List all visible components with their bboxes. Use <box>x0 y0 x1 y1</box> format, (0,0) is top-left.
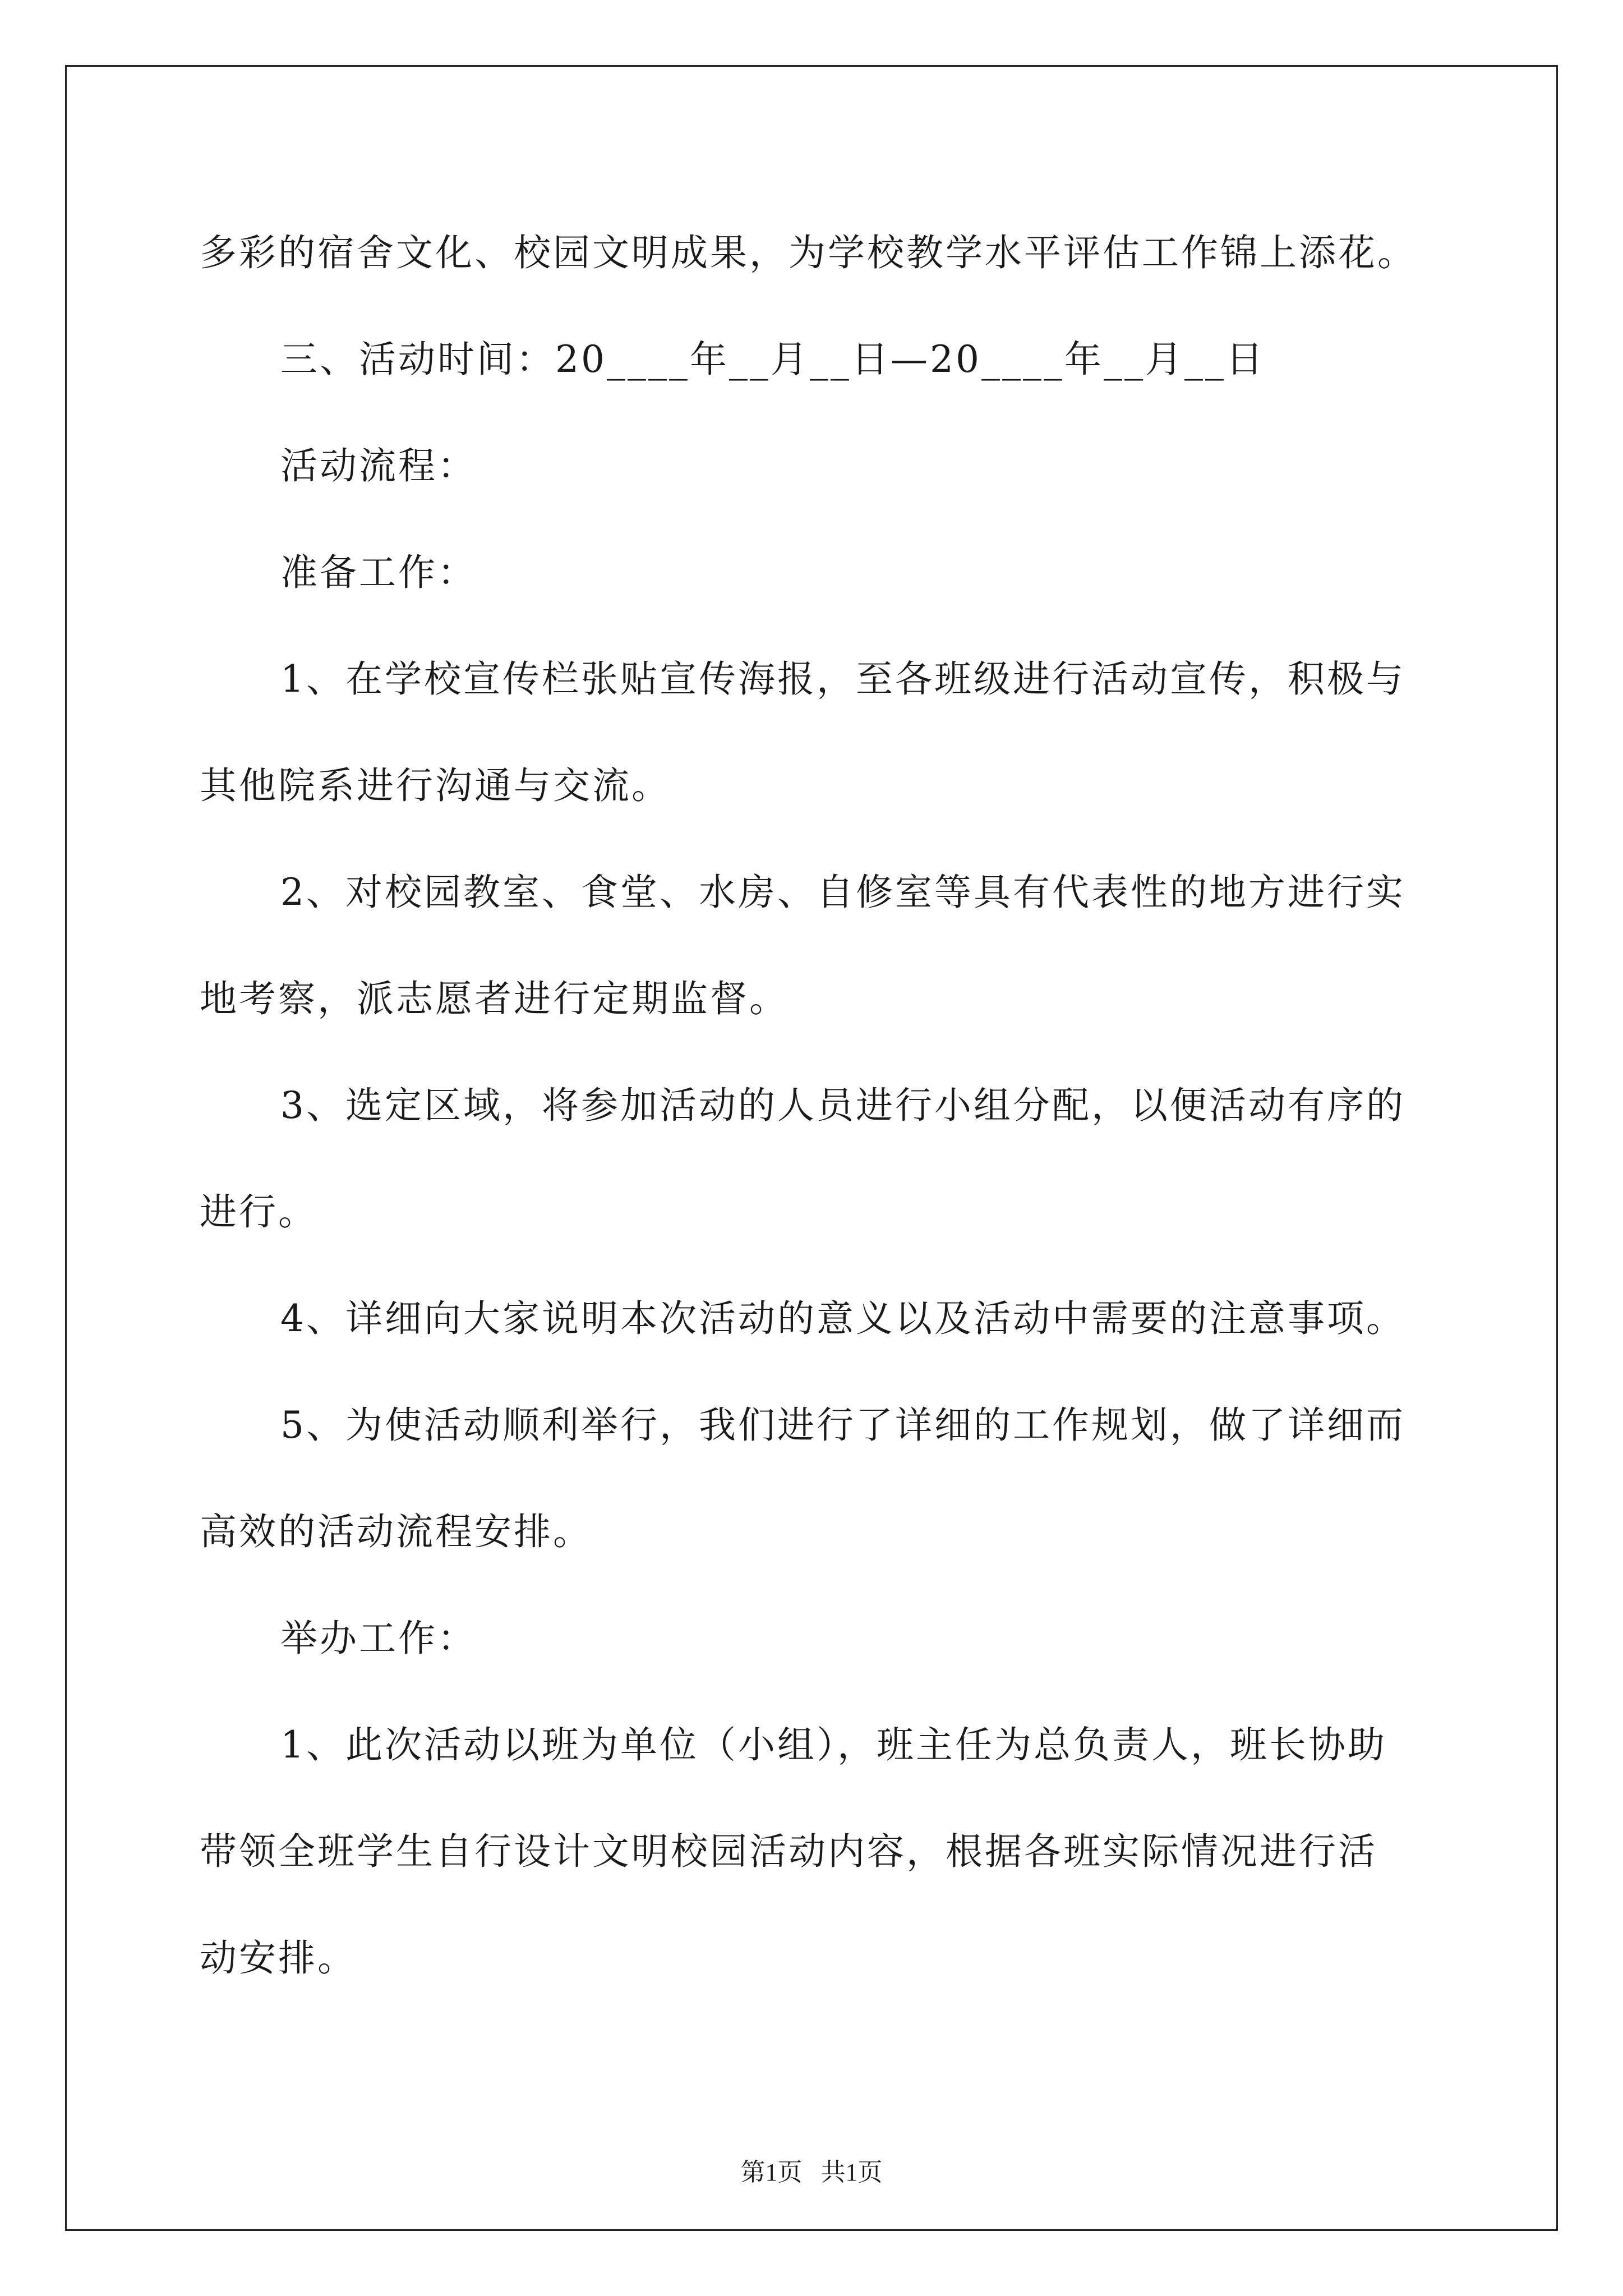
text-line: 4、详细向大家说明本次活动的意义以及活动中需要的注意事项。 <box>280 1297 1405 1340</box>
text-line: 地考察，派志愿者进行定期监督。 <box>200 977 789 1020</box>
text-line: 举办工作： <box>280 1617 477 1660</box>
text-line: 1、此次活动以班为单位（小组），班主任为总负责人，班长协助 <box>280 1723 1387 1766</box>
text-line: 高效的活动流程安排。 <box>200 1510 592 1553</box>
text-line: 2、对校园教室、食堂、水房、自修室等具有代表性的地方进行实 <box>280 871 1405 914</box>
text-line: 带领全班学生自行设计文明校园活动内容，根据各班实际情况进行活 <box>200 1830 1377 1873</box>
page-footer: 第1页 共1页 <box>740 2159 883 2186</box>
text-line: 准备工作： <box>280 551 477 594</box>
text-line: 三、活动时间：20____年__月__日—20____年__月__日 <box>280 338 1265 381</box>
page-frame <box>65 65 1558 2231</box>
text-line: 多彩的宿舍文化、校园文明成果，为学校教学水平评估工作锦上添花。 <box>200 231 1417 274</box>
text-line: 进行。 <box>200 1190 317 1234</box>
text-line: 活动流程： <box>280 444 477 487</box>
text-line: 1、在学校宣传栏张贴宣传海报，至各班级进行活动宣传，积极与 <box>280 657 1405 701</box>
text-line: 5、为使活动顺利举行，我们进行了详细的工作规划，做了详细而 <box>280 1404 1405 1447</box>
text-line: 其他院系进行沟通与交流。 <box>200 764 671 807</box>
text-line: 动安排。 <box>200 1936 357 1980</box>
text-line: 3、选定区域，将参加活动的人员进行小组分配，以便活动有序的 <box>280 1084 1405 1127</box>
